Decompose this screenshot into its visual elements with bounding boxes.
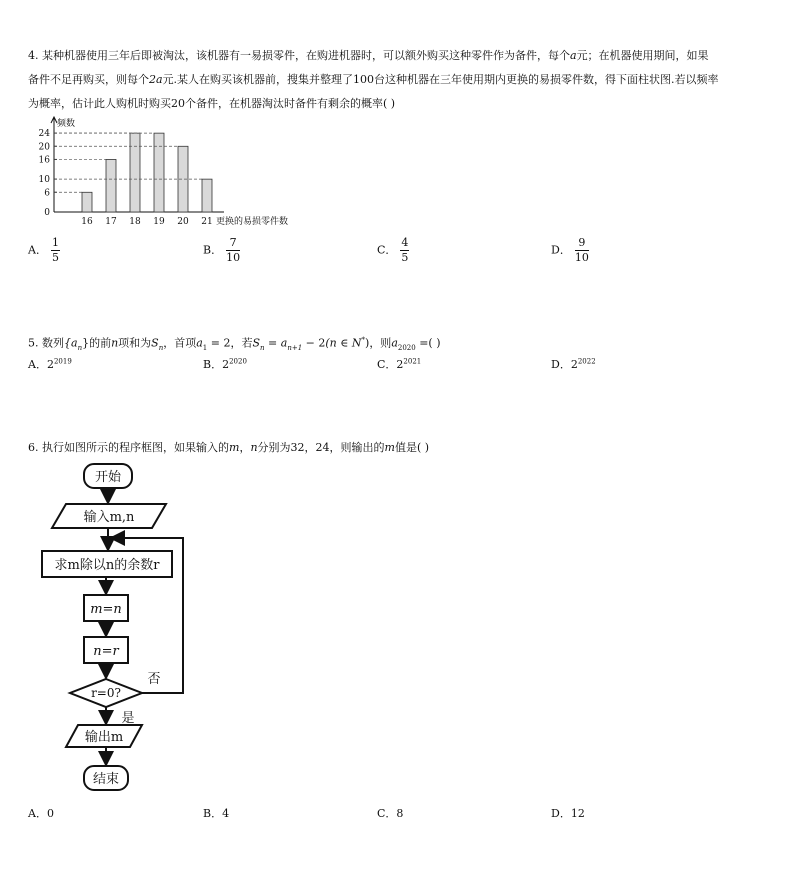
q4-line-1: 4. 某种机器使用三年后即被淘汰，该机器有一易损零件，在购进机器时，可以额外购买这种零件作为备件，每个a元；在机器使用期间，如果 <box>28 49 709 62</box>
q4-line-2: 备件不足再购买，则每个2a元.某人在购买该机器前，搜集并整理了100台这种机器在三年使用期内更换的易损零件数，得下面柱状图.若以频率 <box>28 73 719 86</box>
flow-yes-label: 是 <box>121 711 135 726</box>
q6-option-d[interactable]: D．12 <box>551 807 585 820</box>
x-tick-label: 19 <box>153 217 165 227</box>
flow-decision-label: r=0? <box>91 686 121 700</box>
q5-option-a[interactable]: A．$2^{2019}$ <box>28 357 72 371</box>
q4-option-d[interactable]: D． $\frac{9}{10}$ <box>551 236 589 264</box>
y-tick-label: 10 <box>38 175 50 186</box>
q4-option-a[interactable]: A． $\frac{1}{5}$ <box>28 236 59 264</box>
bar-17 <box>106 159 116 212</box>
y-tick-label: 6 <box>44 188 50 199</box>
q6-option-b[interactable]: B．4 <box>203 807 230 820</box>
y-tick-label: 0 <box>44 208 50 218</box>
x-tick-label: 21 <box>201 217 213 227</box>
y-axis-label: 频数 <box>57 119 76 129</box>
fraction: $\frac{1}{5}$ <box>51 236 59 264</box>
flow-assign-m-label: m=n <box>90 602 122 617</box>
x-tick-label: 16 <box>81 217 93 227</box>
flow-no-label: 否 <box>147 672 161 687</box>
q4-bar-chart <box>28 114 328 232</box>
q6-option-c[interactable]: C．8 <box>377 807 404 820</box>
q5-option-d[interactable]: D．$2^{2022}$ <box>551 357 596 371</box>
q6-option-a[interactable]: A．0 <box>28 807 54 820</box>
flow-end-label: 结束 <box>92 772 120 787</box>
x-tick-label: 18 <box>129 217 141 227</box>
flow-output-label: 输出m <box>84 730 124 745</box>
y-tick-label: 24 <box>38 129 50 140</box>
bar-18 <box>130 133 140 212</box>
flow-assign-n-label: n=r <box>93 644 119 659</box>
q4-option-b[interactable]: B． $\frac{7}{10}$ <box>203 236 241 264</box>
y-tick-label: 16 <box>38 155 50 166</box>
flow-start-label: 开始 <box>94 470 122 485</box>
bar-21 <box>202 179 212 212</box>
bar-16 <box>82 192 92 212</box>
q6-stem: 6. 执行如图所示的程序框图，如果输入的m，n分别为32，24，则输出的m值是( ) <box>28 441 430 454</box>
bar-19 <box>154 133 164 212</box>
y-tick-label: 20 <box>38 142 50 153</box>
q4-line-3: 为概率，估计此人购机时购买20个备件，在机器淘汰时备件有剩余的概率( ) <box>28 97 396 110</box>
fraction: $\frac{4}{5}$ <box>401 236 409 264</box>
q6-flowchart <box>36 462 236 802</box>
fraction: $\frac{7}{10}$ <box>226 236 241 264</box>
x-axis-label: 更换的易损零件数 <box>216 217 289 227</box>
q5-option-c[interactable]: C．$2^{2021}$ <box>377 357 422 371</box>
x-tick-label: 17 <box>105 217 117 227</box>
q4-option-c[interactable]: C． $\frac{4}{5}$ <box>377 236 409 264</box>
flow-input-label: 输入m,n <box>83 510 135 525</box>
flow-compute-label: 求m除以n的余数r <box>54 558 160 573</box>
q5-stem: 5. 数列$\{a_n\}$的前n项和为$S_n$，首项$a_1 = 2$，若$S_n = a_{n+1} - 2(n$ ∈ N*)，则$a_{2020}$ =( ) <box>28 336 441 352</box>
fraction: $\frac{9}{10}$ <box>574 236 589 264</box>
q4-stem <box>28 44 728 116</box>
x-tick-label: 20 <box>177 217 189 227</box>
q5-option-b[interactable]: B．$2^{2020}$ <box>203 357 247 371</box>
